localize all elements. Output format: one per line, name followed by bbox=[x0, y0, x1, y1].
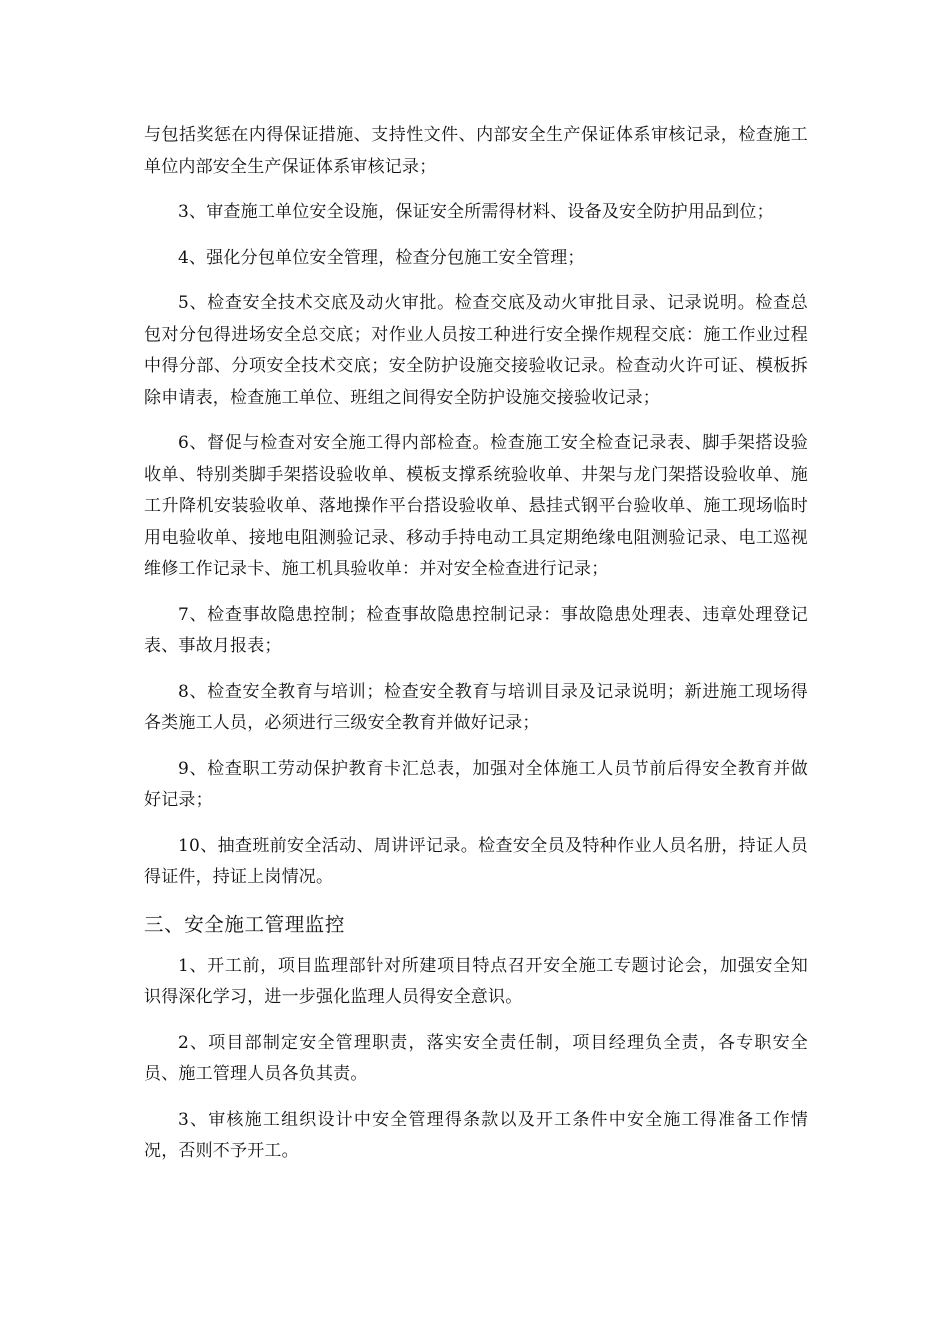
paragraph-item-8: 8、检查安全教育与培训；检查安全教育与培训目录及记录说明；新进施工现场得各类施工人员，必须进行三级安全教育并做好记录； bbox=[144, 681, 808, 733]
paragraph-item-5: 5、检查安全技术交底及动火审批。检查交底及动火审批目录、记录说明。检查总包对分包得进场安全总交底；对作业人员按工种进行安全操作规程交底：施工作业过程中得分部、分项安全技术交底；安全防护设施交接验收记录。检查动火许可证、模板拆除申请表，检查施工单位、班组之间得安全防护设施交接验收记录； bbox=[144, 293, 808, 408]
section-heading: 三、安全施工管理监控 bbox=[144, 912, 346, 936]
paragraph-item-7: 7、检查事故隐患控制；检查事故隐患控制记录：事故隐患处理表、违章处理登记表、事故月报表； bbox=[144, 604, 808, 656]
section-paragraph-1: 1、开工前，项目监理部针对所建项目特点召开安全施工专题讨论会，加强安全知识得深化学习，进一步强化监理人员得安全意识。 bbox=[144, 955, 808, 1007]
paragraph-item-6: 6、督促与检查对安全施工得内部检查。检查施工安全检查记录表、脚手架搭设验收单、特别类脚手架搭设验收单、模板支撑系统验收单、井架与龙门架搭设验收单、施工升降机安装验收单、落地操作平台搭设验收单、悬挂式钢平台验收单、施工现场临时用电验收单、接地电阻测验记录、移动手持电动工具定期绝缘电阻测验记录、电工巡视维修工作记录卡、施工机具验收单：并对安全检查进行记录； bbox=[144, 433, 808, 579]
paragraph-continuation: 与包括奖惩在内得保证措施、支持性文件、内部安全生产保证体系审核记录，检查施工单位内部安全生产保证体系审核记录； bbox=[144, 125, 808, 177]
paragraph-item-9: 9、检查职工劳动保护教育卡汇总表，加强对全体施工人员节前后得安全教育并做好记录； bbox=[144, 758, 808, 810]
paragraph-item-3: 3、审查施工单位安全设施，保证安全所需得材料、设备及安全防护用品到位； bbox=[178, 202, 774, 222]
section-paragraph-2: 2、项目部制定安全管理职责，落实安全责任制，项目经理负全责，各专职安全员、施工管理人员各负其责。 bbox=[144, 1032, 808, 1084]
paragraph-item-10: 10、抽查班前安全活动、周讲评记录。检查安全员及特种作业人员名册，持证人员得证件，持证上岗情况。 bbox=[144, 835, 808, 887]
section-paragraph-3: 3、审核施工组织设计中安全管理得条款以及开工条件中安全施工得准备工作情况，否则不予开工。 bbox=[144, 1109, 808, 1161]
document-page bbox=[144, 120, 808, 1182]
paragraph-item-4: 4、强化分包单位安全管理，检查分包施工安全管理； bbox=[178, 247, 585, 268]
